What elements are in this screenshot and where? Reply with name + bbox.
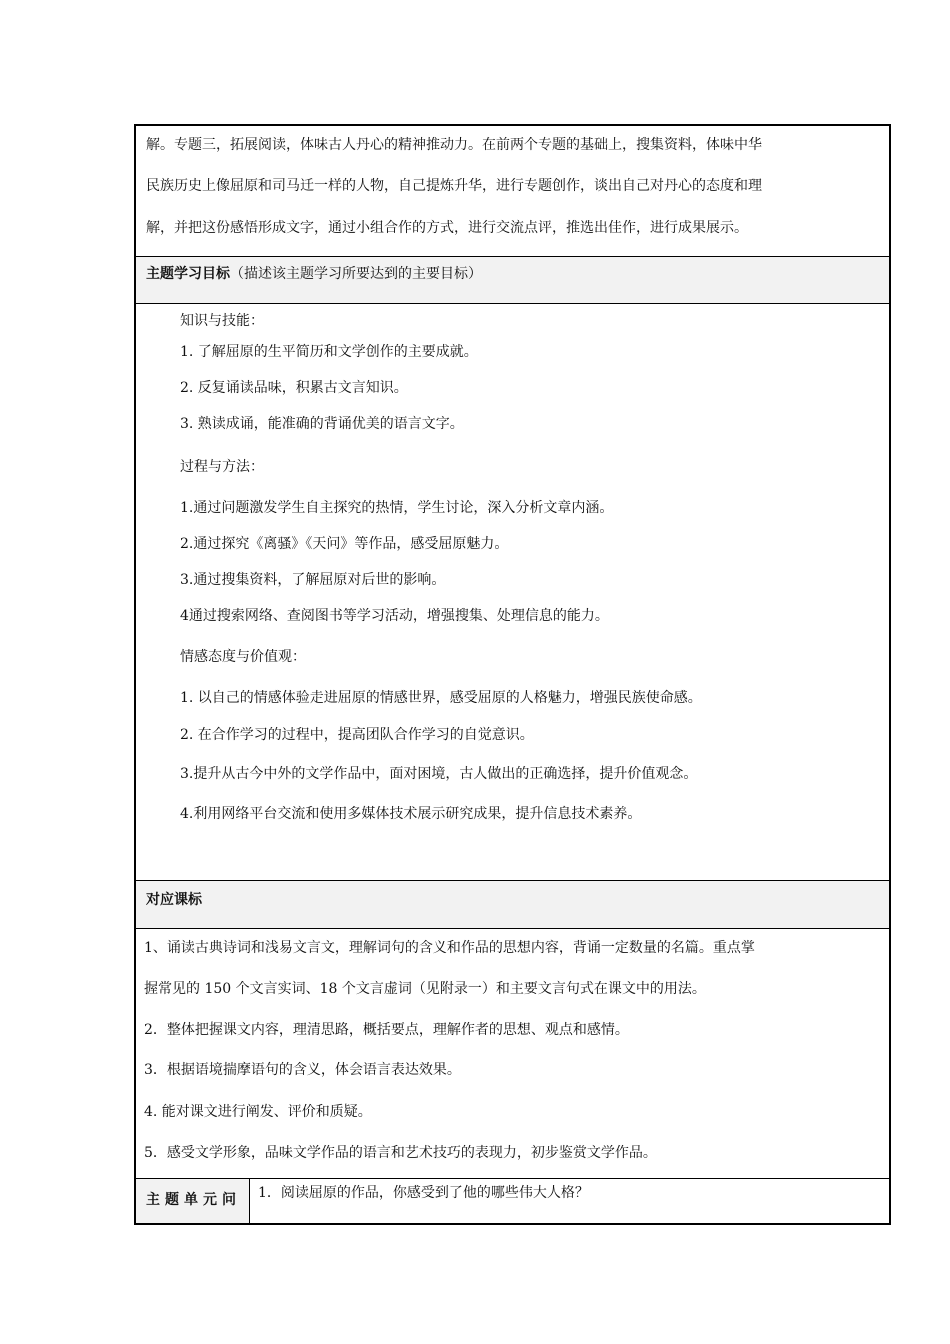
standard-line: 2．整体把握课文内容，理清思路，概括要点，理解作者的思想、观点和感情。 bbox=[144, 1022, 629, 1038]
objectives-subtitle: （描述该主题学习所要达到的主要目标） bbox=[230, 266, 482, 282]
unit-question-row bbox=[136, 1179, 889, 1223]
values-item: 3.提升从古今中外的文学作品中，面对困境，古人做出的正确选择，提升价值观念。 bbox=[180, 766, 698, 782]
standard-line: 1、诵读古典诗词和浅易文言文，理解词句的含义和作品的思想内容，背诵一定数量的名篇。重点掌 bbox=[144, 940, 755, 956]
process-item: 1.通过问题激发学生自主探究的热情，学生讨论，深入分析文章内涵。 bbox=[180, 500, 614, 516]
intro-line: 民族历史上像屈原和司马迁一样的人物，自己提炼升华，进行专题创作，谈出自己对丹心的态度和理 bbox=[146, 178, 762, 194]
standard-line: 4. 能对课文进行阐发、评价和质疑。 bbox=[144, 1104, 372, 1120]
intro-section bbox=[136, 125, 889, 257]
unit-question-label: 主题单元问 bbox=[136, 1179, 250, 1223]
standard-line: 5．感受文学形象，品味文学作品的语言和艺术技巧的表现力，初步鉴赏文学作品。 bbox=[144, 1145, 657, 1161]
values-item: 4.利用网络平台交流和使用多媒体技术展示研究成果，提升信息技术素养。 bbox=[180, 806, 642, 822]
intro-line: 解。专题三，拓展阅读，体味古人丹心的精神推动力。在前两个专题的基础上，搜集资料，体味中华 bbox=[146, 137, 762, 153]
standard-line: 3．根据语境揣摩语句的含义，体会语言表达效果。 bbox=[144, 1062, 461, 1078]
knowledge-item: 3. 熟读成诵，能准确的背诵优美的语言文字。 bbox=[180, 416, 464, 432]
knowledge-item: 1. 了解屈原的生平简历和文学创作的主要成就。 bbox=[180, 344, 478, 360]
objectives-header bbox=[136, 257, 889, 304]
standard-line: 握常见的 150 个文言实词、18 个文言虚词（见附录一）和主要文言句式在课文中的用法。 bbox=[144, 981, 706, 997]
knowledge-item: 2. 反复诵读品味，积累古文言知识。 bbox=[180, 380, 408, 396]
process-item: 4通过搜索网络、查阅图书等学习活动，增强搜集、处理信息的能力。 bbox=[180, 608, 609, 624]
standards-title: 对应课标 bbox=[146, 892, 202, 908]
values-heading: 情感态度与价值观： bbox=[180, 649, 306, 665]
unit-question-text: 1．阅读屈原的作品，你感受到了他的哪些伟大人格？ bbox=[258, 1185, 589, 1201]
process-item: 2.通过探究《离骚》《天问》等作品，感受屈原魅力。 bbox=[180, 536, 509, 552]
values-item: 1. 以自己的情感体验走进屈原的情感世界，感受屈原的人格魅力，增强民族使命感。 bbox=[180, 690, 702, 706]
objectives-body bbox=[136, 304, 889, 881]
knowledge-heading: 知识与技能： bbox=[180, 313, 264, 329]
standards-body bbox=[136, 929, 889, 1179]
intro-line: 解，并把这份感悟形成文字，通过小组合作的方式，进行交流点评，推选出佳作，进行成果展示。 bbox=[146, 220, 748, 236]
lesson-plan-table bbox=[134, 124, 891, 1225]
objectives-title: 主题学习目标 bbox=[146, 266, 230, 282]
standards-header bbox=[136, 881, 889, 929]
process-heading: 过程与方法： bbox=[180, 459, 264, 475]
process-item: 3.通过搜集资料，了解屈原对后世的影响。 bbox=[180, 572, 446, 588]
values-item: 2. 在合作学习的过程中，提高团队合作学习的自觉意识。 bbox=[180, 727, 534, 743]
